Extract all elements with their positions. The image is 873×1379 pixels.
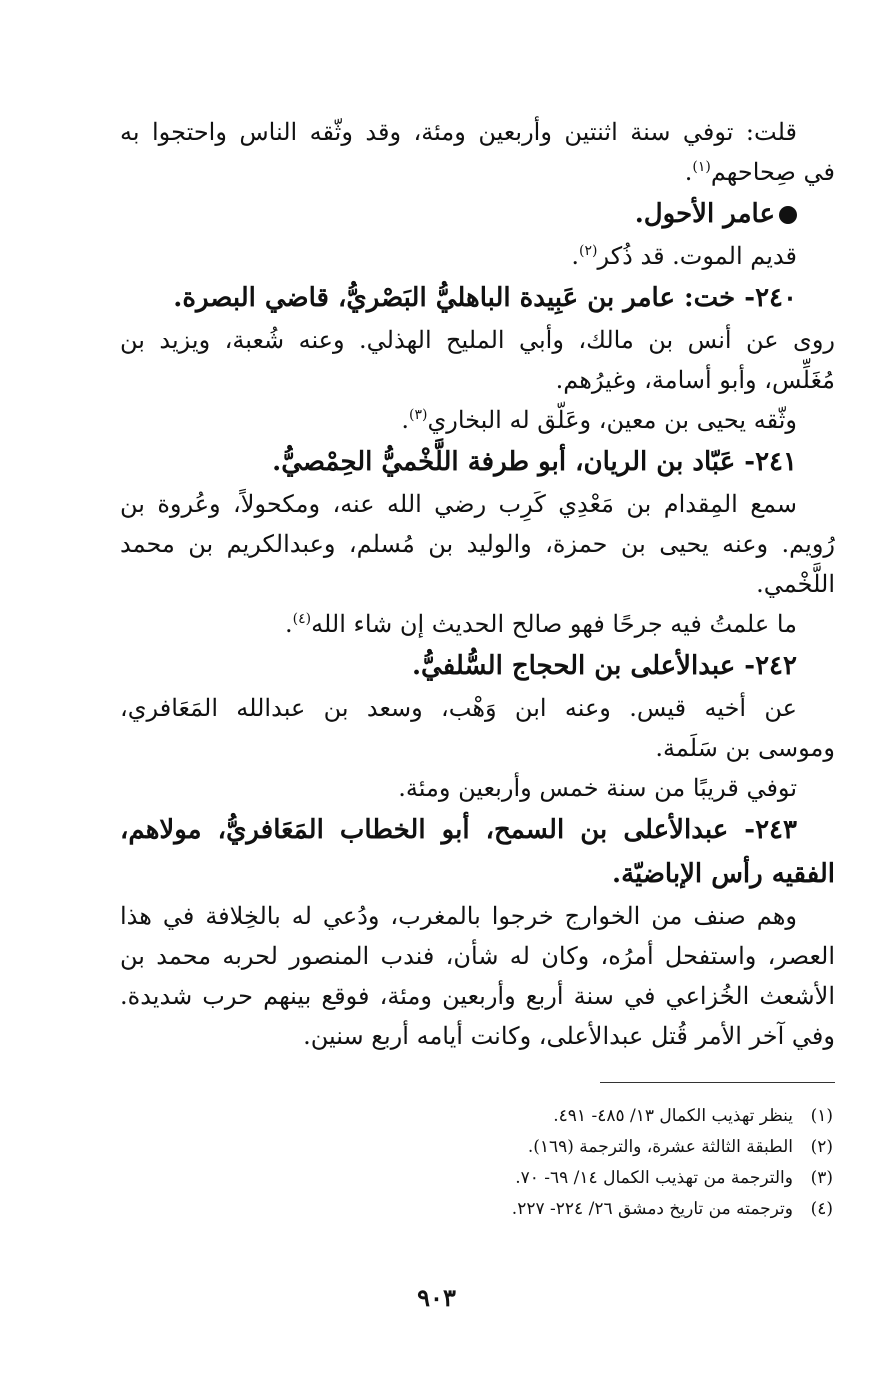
text-line xyxy=(120,896,835,936)
text-span: . xyxy=(285,610,293,638)
entry-heading: ٢٤٠- خت: عامر بن عَبِيدة الباهليُّ البَصْريُّ، قاضي البصرة. xyxy=(173,283,797,313)
text-span: قديم الموت. قد ذُكر xyxy=(597,242,797,270)
footnote xyxy=(120,1101,835,1132)
footnote-text: الطبقة الثالثة عشرة، والترجمة (١٦٩). xyxy=(527,1137,793,1157)
text-line xyxy=(120,768,835,808)
text-span: اللَّخْمي. xyxy=(756,570,835,598)
text-line xyxy=(120,688,835,728)
footnote-text: والترجمة من تهذيب الكمال ١٤/ ٦٩- ٧٠. xyxy=(515,1168,793,1188)
entry-heading-continued: الفقيه رأس الإباضيّة. xyxy=(612,859,835,889)
footnote-number: (٤) xyxy=(810,1199,833,1219)
footnote-ref: (٤) xyxy=(292,611,312,627)
text-span: وثّقه يحيى بن معين، وعَلّق له البخاري xyxy=(427,406,797,434)
text-span: سمع المِقدام بن مَعْدِي كَرِب رضي الله عنه، ومكحولاً، وعُروة بن xyxy=(120,490,797,518)
text-line xyxy=(120,400,835,440)
text-line xyxy=(120,112,835,152)
text-span: . xyxy=(571,242,580,270)
text-span: رُويم. وعنه يحيى بن حمزة، والوليد بن مُسلم، وعبدالكريم بن محمد xyxy=(120,530,835,558)
entry-heading: ٢٤٢- عبدالأعلى بن الحجاج السُّلفيُّ. xyxy=(411,651,797,681)
text-span: مُغَلِّس، وأبو أسامة، وغيرُهم. xyxy=(555,366,835,394)
footnote-ref: (٢) xyxy=(579,243,598,259)
entry-heading xyxy=(120,808,835,852)
entry-heading xyxy=(120,192,835,236)
text-line xyxy=(120,236,835,276)
text-span: توفي قريبًا من سنة خمس وأربعين ومئة. xyxy=(398,774,797,802)
text-line xyxy=(120,524,835,564)
text-line xyxy=(120,320,835,360)
text-span: وفي آخر الأمر قُتل عبدالأعلى، وكانت أيامه أربع سنين. xyxy=(303,1022,835,1050)
main-text xyxy=(120,112,835,1225)
text-line xyxy=(120,484,835,524)
text-span: قلت: توفي سنة اثنتين وأربعين ومئة، وقد وثّقه الناس واحتجوا به xyxy=(120,118,797,146)
text-span: ما علمتُ فيه جرحًا فهو صالح الحديث إن شاء الله xyxy=(311,610,797,638)
footnote-number: (٢) xyxy=(810,1137,833,1157)
text-span: الأشعث الخُزاعي في سنة أربع وأربعين ومئة، فوقع بينهم حرب شديدة. xyxy=(120,982,835,1010)
text-span: وموسى بن سَلَمة. xyxy=(655,734,835,762)
footnote xyxy=(120,1132,835,1163)
text-line xyxy=(120,1016,835,1056)
text-span: العصر، واستفحل أمرُه، وكان له شأن، فندب المنصور لحربه محمد بن xyxy=(120,942,835,970)
footnote xyxy=(120,1194,835,1225)
text-span: وهم صنف من الخوارج خرجوا بالمغرب، ودُعي له بالخِلافة في هذا xyxy=(120,902,797,930)
footnote xyxy=(120,1163,835,1194)
footnote-number: (١) xyxy=(810,1106,833,1126)
entry-title: ٢٤٣- عبدالأعلى بن السمح، أبو الخطاب المَعَافريُّ، مولاهم، xyxy=(120,815,797,845)
text-span: . xyxy=(401,406,409,434)
text-line xyxy=(120,564,835,604)
footnote-divider xyxy=(600,1082,835,1083)
footnote-text: ينظر تهذيب الكمال ١٣/ ٤٨٥- ٤٩١. xyxy=(553,1106,793,1126)
text-span: روى عن أنس بن مالك، وأبي المليح الهذلي. وعنه شُعبة، ويزيد بن xyxy=(120,326,835,354)
text-line xyxy=(120,360,835,400)
text-line xyxy=(120,152,835,192)
text-span: في صِحاحهم xyxy=(710,158,835,186)
footnote-number: (٣) xyxy=(810,1168,833,1188)
text-line xyxy=(120,976,835,1016)
text-line xyxy=(120,936,835,976)
text-line xyxy=(120,728,835,768)
text-span: عن أخيه قيس. وعنه ابن وَهْب، وسعد بن عبدالله المَعَافري، xyxy=(120,694,797,722)
footnote-ref: (٣) xyxy=(408,407,428,423)
entry-title: عامر الأحول. xyxy=(634,199,775,229)
footnote-ref: (١) xyxy=(692,159,711,175)
entry-heading: ٢٤١- عَبّاد بن الريان، أبو طرفة اللَّخْميُّ الحِمْصيُّ. xyxy=(272,447,797,477)
footnote-text: وترجمته من تاريخ دمشق ٢٦/ ٢٢٤- ٢٢٧. xyxy=(511,1199,793,1219)
page-number: ٩٠٣ xyxy=(417,1283,456,1312)
text-span: . xyxy=(684,158,693,186)
bullet-icon xyxy=(779,206,797,224)
text-line xyxy=(120,604,835,644)
